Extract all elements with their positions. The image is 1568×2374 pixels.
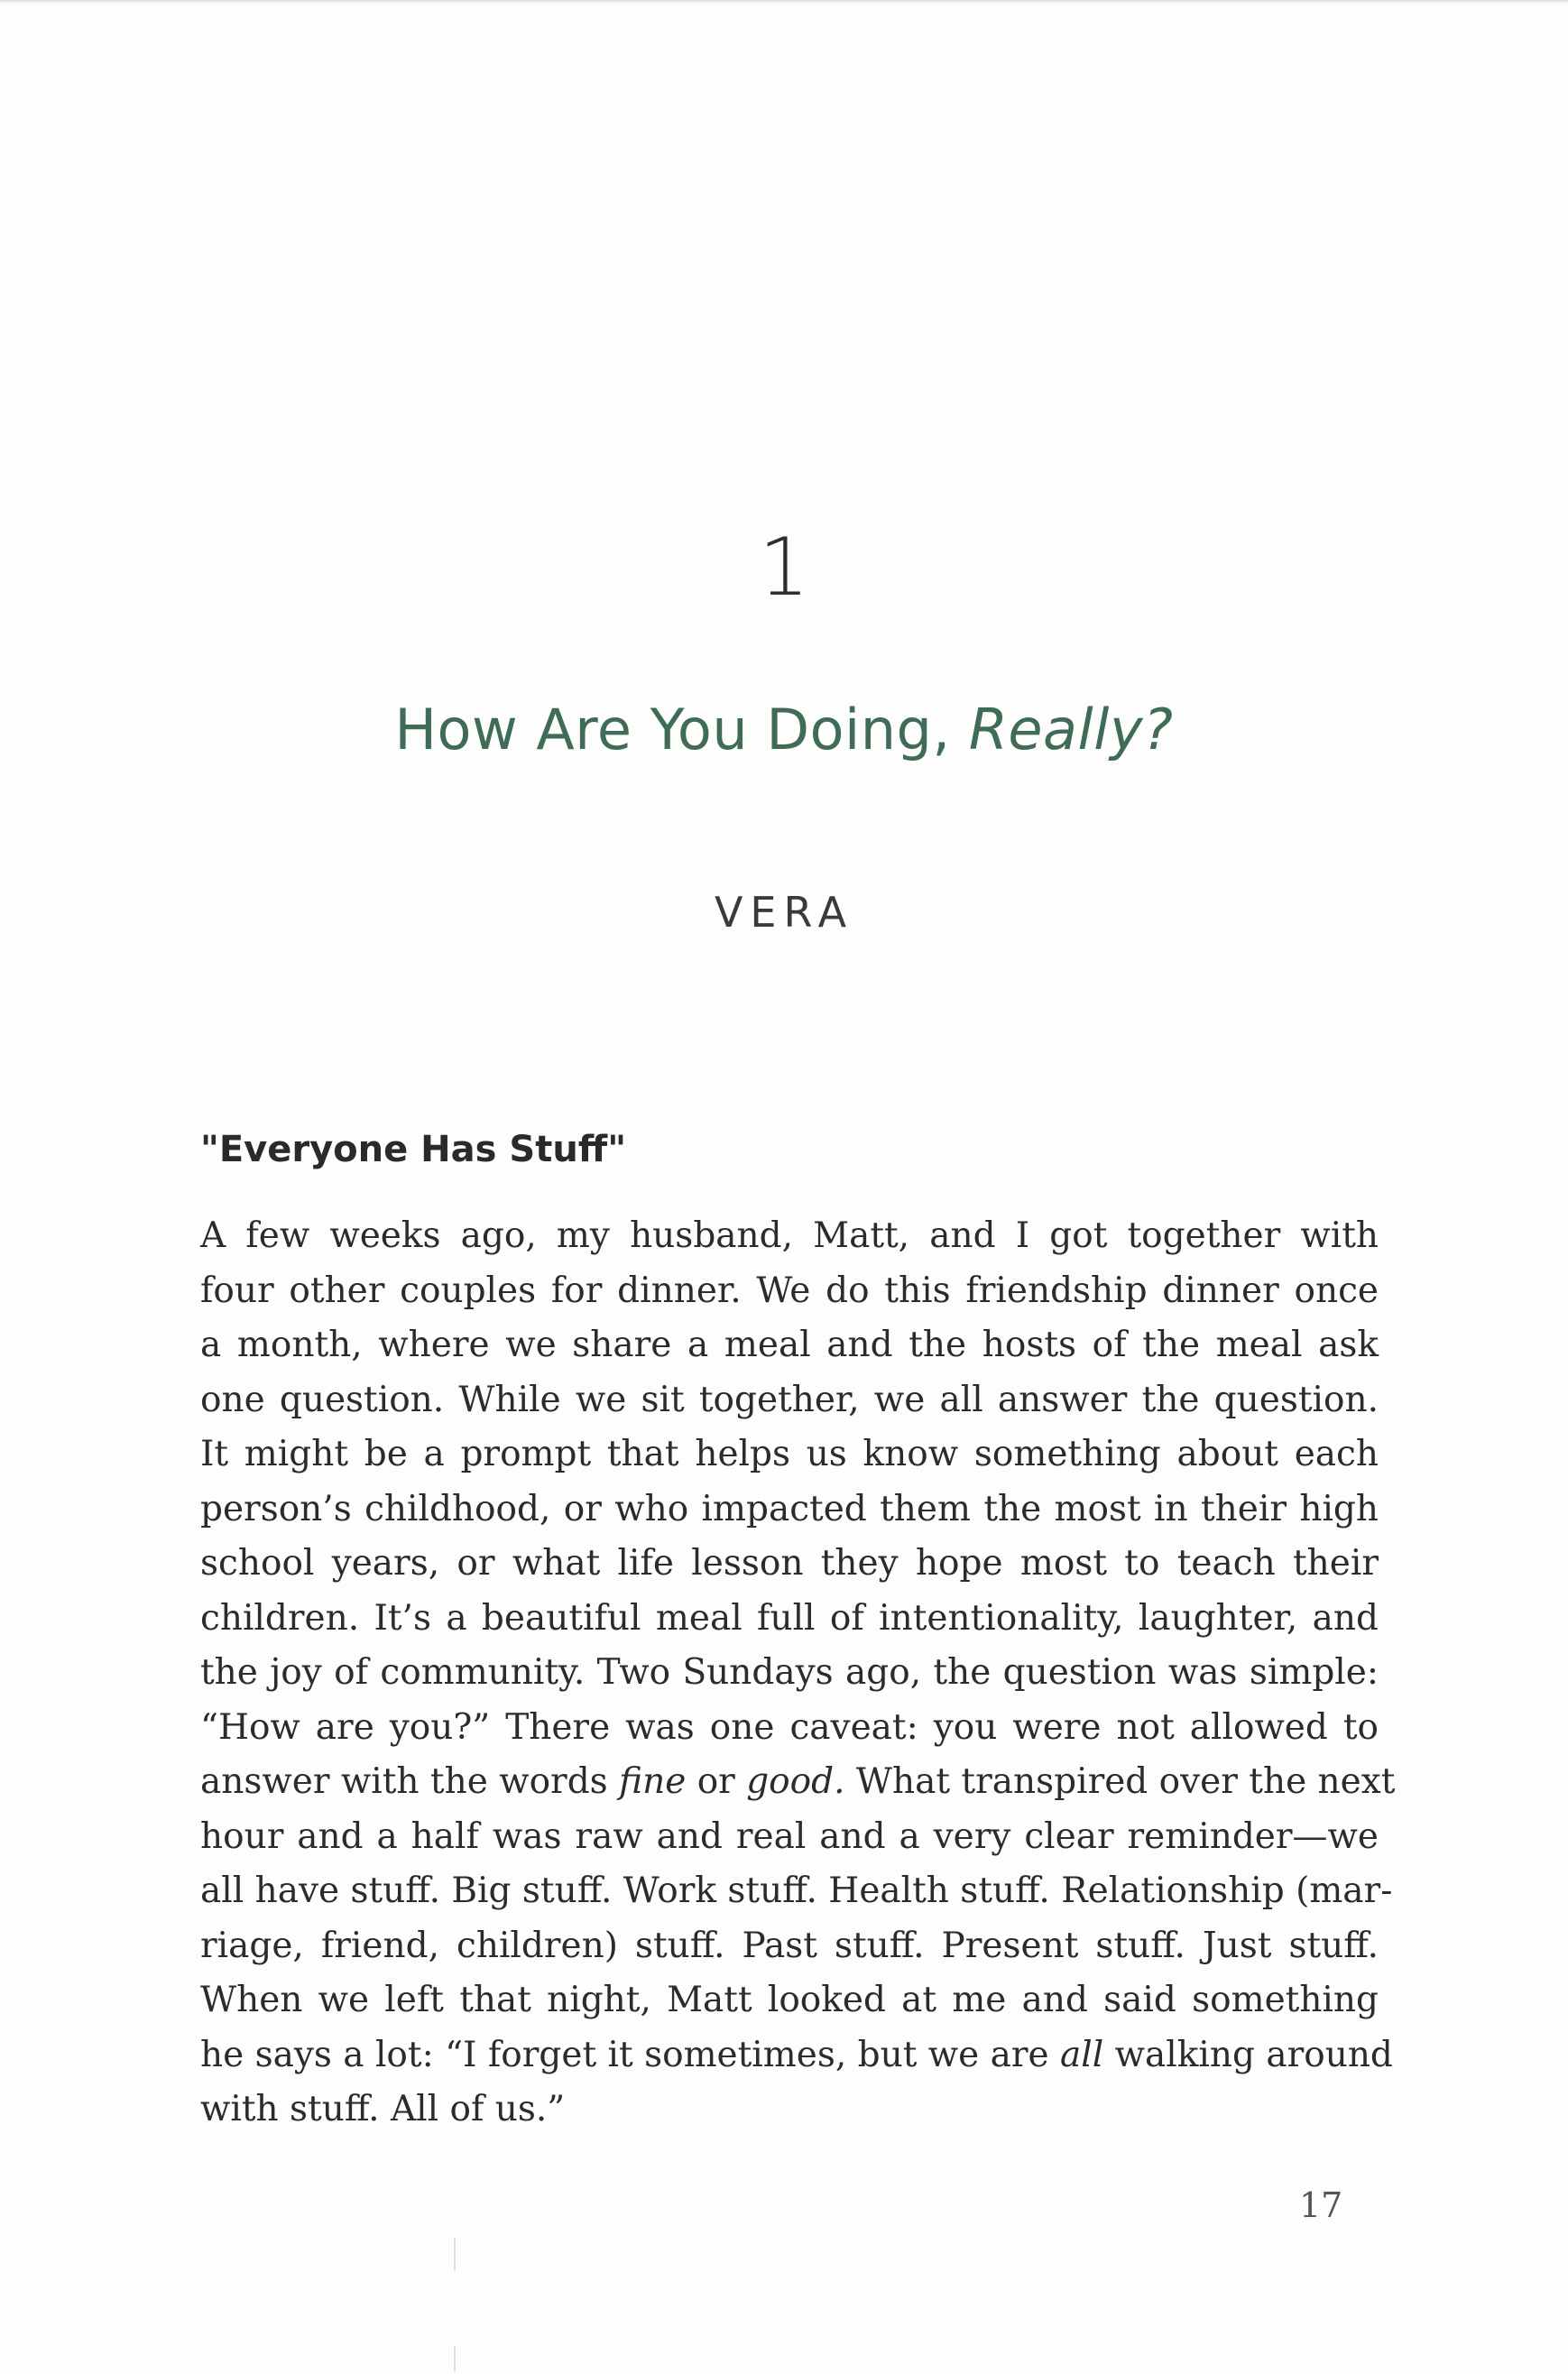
body-line: A few weeks ago, my husband, Matt, and I got together with [200,1215,1379,1256]
chapter-title-emphasis: Really? [968,697,1174,762]
body-text-run: What transpired over the next [844,1761,1396,1802]
body-line: a month, where we share a meal and the hosts of the meal ask [200,1325,1379,1365]
chapter-title-main: How Are You Doing, [394,697,969,762]
body-line: school years, or what life lesson they hope most to teach their [200,1543,1379,1584]
scan-artifact [454,2346,456,2371]
body-line [200,2028,1393,2083]
body-line: person’s childhood, or who impacted them the most in their high [200,1488,1379,1529]
body-line: all have stuff. Big stuff. Work stuff. Health stuff. Relationship (mar- [200,1871,1393,1911]
body-line: hour and a half was raw and real and a very clear reminder—we [200,1815,1379,1857]
body-line: one question. While we sit together, we all answer the question. [200,1379,1379,1420]
body-line: “How are you?” There was one caveat: you were not allowed to [200,1706,1379,1748]
chapter-number: 1 [759,521,809,614]
body-line: four other couples for dinner. We do this friendship dinner once [200,1270,1379,1311]
body-line: riage, friend, children) stuff. Past stuff. Present stuff. Just stuff. [200,1925,1379,1966]
body-text-run: or [686,1761,747,1802]
chapter-title [0,699,1568,761]
body-line: When we left that night, Matt looked at me and said something [200,1980,1379,2020]
scan-artifact [454,2238,456,2270]
emphasis-all: all [1060,2034,1104,2075]
emphasis-fine: fine [619,1761,687,1802]
page-number: 17 [1299,2185,1343,2225]
chapter-author: VERA [714,888,854,937]
body-text-run: walking around [1103,2034,1393,2075]
body-text-run: answer with the words [200,1761,620,1802]
body-line: with stuff. All of us.” [200,2089,566,2129]
body-line: children. It’s a beautiful meal full of intentionality, laughter, and [200,1597,1379,1639]
body-line: the joy of community. Two Sundays ago, the question was simple: [200,1652,1379,1693]
emphasis-good: good. [746,1761,845,1802]
body-paragraph [200,1209,1396,2138]
section-heading: "Everyone Has Stuff" [200,1129,627,1170]
body-text-run: he says a lot: “I forget it sometimes, but we are [200,2034,1061,2075]
body-line: It might be a prompt that helps us know something about each [200,1434,1379,1474]
body-line [200,1755,1396,1810]
scan-edge [0,0,1568,4]
